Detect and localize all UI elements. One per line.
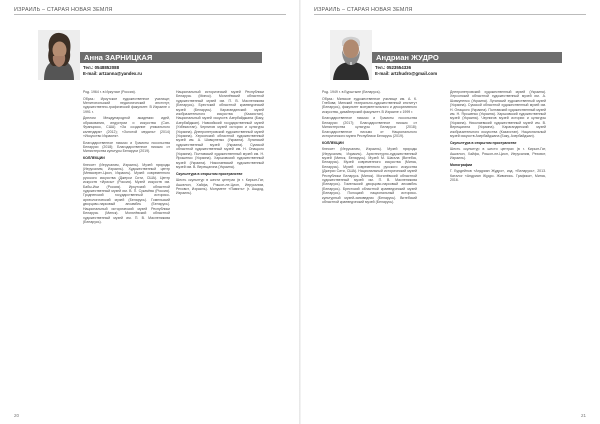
contact-block (375, 65, 437, 77)
text-column-1 (83, 90, 170, 227)
biography-letters: Благодарственное письмо и Грамоты посольства Беларуси (2018); Благодарственное письмо от Министерства культуры Беларуси (2019). (83, 140, 170, 154)
header-rule (14, 14, 286, 15)
contact-email[interactable]: E-mail: artzhudro@gmail.com (375, 71, 438, 76)
sculpture-text: Шесть скульптур в шести центрах (в г. Кирьят-Гат, Ашкелон, Хайфа, Ришон-ле-Цион, Иерусалим, Реховот, Израиль). (450, 147, 546, 161)
biography-birth: Род. 1949 г. в Бурштыне (Беларусь). (322, 90, 381, 94)
biography-education: Образ.: Иркутское художественное училище; Мелитопольский педагогический институт, художественно-графический факультет. В Израиле с 1991 г. (83, 96, 170, 114)
artist-name: Андриан ЖУДРО (376, 53, 439, 62)
right-page (300, 0, 600, 424)
collections-list: Кнессет (Иерусалим, Израиль). Музей природы (Иерусалим, Израиль). Художественный центр (Мевасерет-Цион, Израиль). Музей современного русского искусства (Джерси Сити, США). Центр искусств «Ирисы» (Россия). Музей искусств им. Бабы-Ики (Россия). Иркутский областной художественный музей им. В. П. Сукачёва (Россия). Гродненский государственный историко-археологический музей (Беларусь). Гомельский дворцово-парковый ансамбль (Беларусь). Национальный исторический музей Республики Беларусь (Минск). Могилёвский областной художественный музей им. П. В. Масленикова (Беларусь). (83, 162, 170, 224)
header-rule (314, 14, 586, 15)
artist-name: Анна ЗАРНИЦКАЯ (84, 53, 153, 62)
text-column-2 (450, 90, 546, 185)
contact-block (83, 65, 142, 77)
biography-education: Образ.: Минское художественное училище им. А. К. Глебова; Минский театрально-художественный институт (Беларусь), факультет монументального и декоративного искусства, дизайнерский факультет. В Израиле с 1999 г. (322, 96, 417, 114)
artist-portrait (38, 30, 80, 80)
monographs-text: Г. Бурдейнов «Андриан Жудро», изд. «Беларусь», 2013. Каталог «Андриан Жудро. Живопись. Графика», Минск, 2016. (450, 169, 546, 183)
artist-name-bar (372, 52, 562, 63)
collections-heading: КОЛЛЕКЦИИ (322, 140, 344, 145)
collections-heading: КОЛЛЕКЦИИ (83, 156, 105, 161)
collections-list: Кнессет (Иерусалим, Израиль). Музей природы (Иерусалим, Израиль). Архитектурно-художественный музей (Минск, Беларусь). Музей М. Шагала (Витебск, Беларусь). Музей современного искусства (Минск, Беларусь). Музей современного русского искусства (Джерси Сити, США). Национальный исторический музей Республики Беларусь (Минск). Могилёвский областной художественный музей им. П. В. Масленикова (Беларусь). Гомельский дворцово-парковый ансамбль (Беларусь). Брестский областной краеведческий музей (Беларусь). Полоцкий национальный историко-культурный музей-заповедник (Беларусь). Витебский областной краеведческий музей (Беларусь). (322, 147, 417, 205)
page-number: 21 (580, 413, 586, 418)
collections-list-cont: Национальный исторический музей Республики Беларусь (Минск). Могилёвский областной художественный музей им. П. В. Масленикова (Беларусь). Брестский областной краеведческий музей (Беларусь). Карагандинский музей изобразительного искусства (Казахстан). Национальный музей искусств Азербайджана (Баку, Азербайджан). Навоийский государственный музей (Узбекистан). Чернигов музей истории и культуры (Украина). Днепропетровский художественный музей (Украина). Херсонский областной художественный музей им. А. Шовкуненко (Украина). Луганский художественный музей (Украина). Сумской областной художественный музей им. Н. Онацкого (Украина). Полтавский художественный музей им. Н. Ярошенко (Украина). Харьковский художественный музей (Украина). Николаевский художественный музей им. В. Верещагина (Украина). (176, 90, 264, 169)
biography-letters: Благодарственное письмо и Грамоты посольства Беларуси (2017); Благодарственное письмо от Министерства культуры Беларуси (2018); Благодарственное письмо от Национального исторического музея Республики Беларусь (2019). (322, 116, 417, 139)
collections-list-cont: Днепропетровский художественный музей (Украина). Херсонский областной художественный музей им. А. Шовкуненко (Украина). Луганский художественный музей (Украина). Сумской областной художественный музей им. Н. Онацкого (Украина). Полтавский художественный музей им. Н. Ярошенко (Украина). Харьковский художественный музей (Украина). Чернигов музей истории и культуры (Украина). Николаевский художественный музей им. В. Верещагина (Украина). Карагандинский музей изобразительного искусства (Казахстан). Национальный музей искусств Азербайджана (Баку, Азербайджан). (450, 90, 546, 139)
contact-tel: Тел.: 0548852088 (83, 65, 120, 70)
text-column-1 (322, 90, 417, 207)
biography-birth: Род. 1964 г. в Иркутске (Россия). (83, 90, 136, 94)
sculpture-heading: Скульптура в открытом пространстве (450, 140, 517, 145)
sculpture-heading: Скульптура в открытом пространстве (176, 171, 243, 176)
artist-name-bar (80, 52, 262, 63)
running-header: ИЗРАИЛЬ – СТАРАЯ НОВАЯ ЗЕМЛЯ (14, 7, 113, 13)
monographs-heading: Монографии (450, 162, 473, 167)
biography-awards: Диплом Международной академии идей, образования, индустрии и искусства (Сан-Франциско, США) «За создание уникального календаря» (2012); «Золотой медаль» (2014) «Искусство Израиля». (83, 116, 170, 139)
page-number: 20 (14, 413, 20, 418)
sculpture-text: Шесть скульптур в шести центрах (в г. Кирьят-Гат, Ашкелон, Хайфа, Ришон-ле-Цион, Иерусалим, Реховот, Израиль). Монумент «Память» (г. Ашдод, Израиль). (176, 178, 264, 196)
text-column-2 (176, 90, 264, 198)
contact-tel: Тел.: 0523554336 (375, 65, 412, 70)
running-header: ИЗРАИЛЬ – СТАРАЯ НОВАЯ ЗЕМЛЯ (314, 7, 413, 13)
artist-portrait (330, 30, 372, 80)
contact-email[interactable]: E-mail: artzanna@yandex.ru (83, 71, 142, 76)
